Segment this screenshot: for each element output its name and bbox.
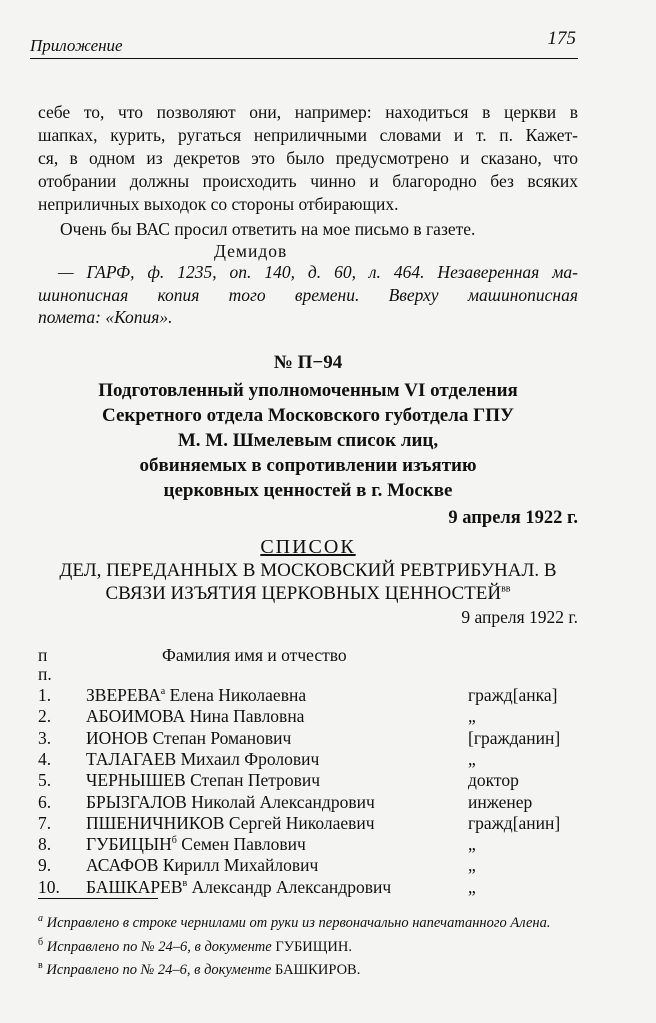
person-status: „ <box>468 876 476 897</box>
document-title-line: М. М. Шмелевым список лиц, <box>177 430 439 451</box>
person-status: гражд[анин] <box>468 812 561 833</box>
row-number: 8. <box>38 834 52 855</box>
table-row <box>38 791 578 813</box>
table-row <box>38 876 578 898</box>
list-subheading-line: СВЯЗИ ИЗЪЯТИЯ ЦЕРКОВНЫХ $ЦЕННОСТЕЙ^{вв}$ <box>105 583 511 604</box>
row-number: 9. <box>38 855 52 876</box>
signature: Демидов <box>214 241 288 261</box>
person-status: [гражданин] <box>468 727 561 748</box>
list-date: 9 апреля 1922 г. <box>461 607 578 627</box>
person-name: АСАФОВ Кирилл Михайлович <box>86 855 319 876</box>
col-num-header: п. <box>38 664 52 684</box>
row-number: 1. <box>38 685 52 705</box>
document-title-line: Секретного отдела Московского губотдела ГПУ <box>102 405 514 426</box>
person-name: $БАШКАРЕВ^в$ Александр Александрович <box>86 876 392 897</box>
body-line: себе то, что позволяют они, например: находиться в церкви в <box>38 102 578 122</box>
body-paragraph: Очень бы ВАС просил ответить на мое письмо в газете. <box>60 219 476 239</box>
footnote-ref: вв <box>501 583 511 595</box>
document-number: № П−94 <box>273 352 343 373</box>
document-title-line: церковных ценностей в г. Москве <box>163 480 453 501</box>
person-status: гражд[анка] <box>468 685 558 705</box>
row-number: 5. <box>38 770 52 791</box>
row-number: 3. <box>38 727 52 748</box>
col-num-header: п <box>38 645 48 665</box>
person-status: „ <box>468 748 476 769</box>
person-name: ТАЛАГАЕВ Михаил Фролович <box>86 748 320 769</box>
table-row <box>38 727 578 749</box>
table-row <box>38 748 578 770</box>
source-line: шинописная копия того времени. Вверху машинописная <box>38 285 578 305</box>
row-number: 4. <box>38 748 52 769</box>
table-row <box>38 684 578 706</box>
running-header <box>30 28 578 59</box>
row-number: 7. <box>38 812 52 833</box>
table-row <box>38 854 578 876</box>
table-row <box>38 769 578 791</box>
section-title: Приложение <box>30 36 123 55</box>
document-title-line: обвиняемых в сопротивлении изъятию <box>139 455 477 476</box>
body-line: отобрании должны происходить чинно и благородно без всяких <box>38 171 578 191</box>
body-line: шапках, курить, ругаться неприличными словами и т. п. Кажет- <box>38 125 578 145</box>
page-number: 175 <box>547 28 576 49</box>
person-name: $ГУБИЦЫН^б$ Семен Павлович <box>86 834 306 855</box>
source-line: помета: «Копия». <box>38 307 173 327</box>
table-header <box>38 663 578 685</box>
person-name: АБОИМОВА Нина Павловна <box>86 706 305 727</box>
footnote: $^б$ Исправлено по № 24–6, в документе ГУБИЩИН. <box>38 937 352 955</box>
list-subheading-line: ДЕЛ, ПЕРЕДАННЫХ В МОСКОВСКИЙ РЕВТРИБУНАЛ. В <box>59 560 557 581</box>
row-number: 2. <box>38 706 52 727</box>
person-status: „ <box>468 855 476 876</box>
person-status: доктор <box>468 770 519 791</box>
col-name-header: Фамилия имя и отчество <box>162 645 347 665</box>
document-title-line: Подготовленный уполномоченным VI отделения <box>98 380 518 401</box>
person-name: ИОНОВ Степан Романович <box>86 727 292 748</box>
document-date: 9 апреля 1922 г. <box>448 508 578 528</box>
list-heading: СПИСОК <box>260 536 356 558</box>
footnote-ref: б <box>171 835 177 847</box>
footnote: $^а$ Исправлено в строке чернилами от руки из первоначально напечатанного Алена. <box>38 913 551 931</box>
person-name: БРЫЗГАЛОВ Николай Александрович <box>86 791 375 812</box>
person-name: ПШЕНИЧНИКОВ Сергей Николаевич <box>86 812 375 833</box>
person-status: „ <box>468 834 476 855</box>
footnote-ref: в <box>182 877 188 889</box>
body-line: неприличных выходок со стороны отбирающих. <box>38 194 399 214</box>
table-row <box>38 833 578 855</box>
table-row <box>38 705 578 727</box>
person-name: ЧЕРНЫШЕВ Степан Петрович <box>86 770 321 791</box>
body-line: ся, в одном из декретов это было предусмотрено и сказано, что <box>38 148 578 168</box>
person-name: $ЗВЕРЕВА^а$ Елена Николаевна <box>86 685 307 705</box>
person-status: инженер <box>468 791 533 812</box>
person-status: „ <box>468 706 476 727</box>
row-number: 6. <box>38 791 52 812</box>
footnote-ref: а <box>160 686 166 698</box>
source-line: — ГАРФ, ф. 1235, оп. 140, д. 60, л. 464. Незаверенная ма- <box>58 262 578 282</box>
footnote-divider <box>38 898 158 899</box>
table-row <box>38 812 578 834</box>
row-number: 10. <box>38 876 60 897</box>
footnote: $^в$ Исправлено по № 24–6, в документе БАШКИРОВ. <box>38 960 361 978</box>
